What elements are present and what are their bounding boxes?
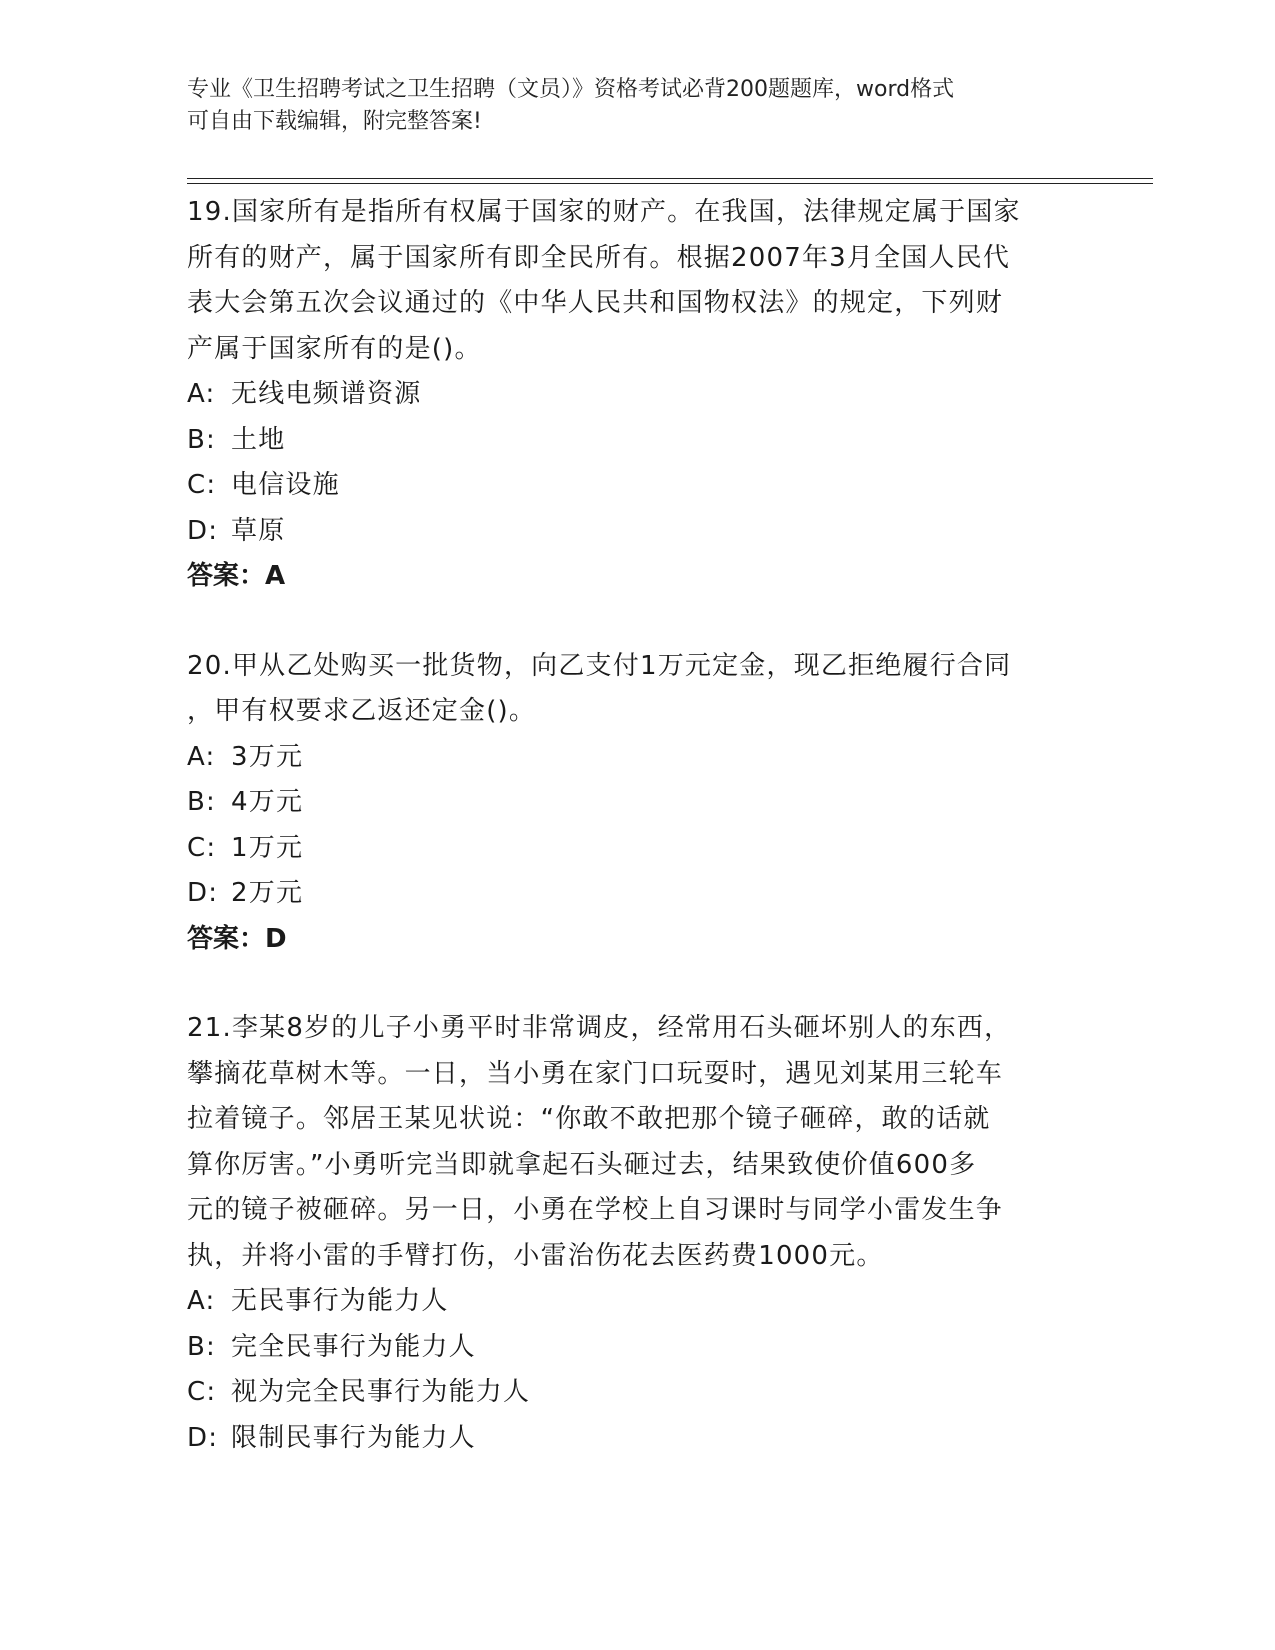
stem-line: 表大会第五次会议通过的《中华人民共和国物权法》的规定，下列财 [187,288,1004,318]
option-text: 土地 [231,424,286,455]
stem-line: 拉着镜子。邻居王某见状说：“你敢不敢把那个镜子砸碎，敢的话就 [187,1104,991,1134]
option-key: D: [187,1422,219,1453]
question-stem [187,190,1087,372]
stem-line: 算你厉害。”小勇听完当即就拿起石头砸过去，结果致使价值600多 [187,1149,977,1180]
option-b [187,418,1087,464]
option-text: 电信设施 [231,470,340,500]
option-key: C: [187,832,217,863]
option-text: 无民事行为能力人 [231,1286,449,1316]
question-19 [187,190,1087,600]
option-key: B: [187,1331,216,1362]
header-line-1: 专业《卫生招聘考试之卫生招聘（文员）》资格考试必背200题题库，word格式 [187,77,955,102]
option-text: 2万元 [231,878,304,908]
option-b [187,780,1087,826]
header-divider-top [187,178,1153,179]
option-a [187,372,1087,418]
option-b [187,1325,1087,1371]
option-c [187,463,1087,509]
option-text: 无线电频谱资源 [231,379,422,409]
stem-line: 所有的财产，属于国家所有即全民所有。根据2007年3月全国人民代 [187,242,1011,273]
header-line-2: 可自由下载编辑，附完整答案! [187,109,482,134]
option-key: C: [187,470,217,500]
option-key: C: [187,1377,217,1407]
stem-line: 21.李某8岁的儿子小勇平时非常调皮，经常用石头砸坏别人的东西， [187,1013,1012,1043]
document-header [187,74,1067,138]
stem-line: 执，并将小雷的手臂打伤，小雷治伤花去医药费1000元。 [187,1240,884,1271]
option-text: 视为完全民事行为能力人 [231,1377,531,1407]
option-key: D: [187,878,219,908]
question-stem [187,1006,1087,1279]
option-a [187,1279,1087,1325]
question-list [187,190,1087,1505]
option-key: A: [187,741,216,772]
stem-line: 19.国家所有是指所有权属于国家的财产。在我国，法律规定属于国家 [187,197,1021,227]
option-c [187,1370,1087,1416]
option-text: 草原 [231,515,286,546]
option-key: A: [187,379,216,409]
option-key: A: [187,1286,216,1316]
stem-line: 元的镜子被砸碎。另一日，小勇在学校上自习课时与同学小雷发生争 [187,1195,1004,1225]
option-text: 限制民事行为能力人 [231,1422,476,1453]
option-a [187,735,1087,781]
option-key: D: [187,515,219,546]
answer: 答案：D [187,923,287,954]
answer: 答案：A [187,561,286,591]
question-20 [187,644,1087,963]
stem-line: ，甲有权要求乙返还定金()。 [187,696,537,726]
option-key: B: [187,787,216,817]
option-text: 1万元 [231,832,304,863]
option-key: B: [187,424,216,455]
stem-line: 产属于国家所有的是()。 [187,333,482,364]
stem-line: 20.甲从乙处购买一批货物，向乙支付1万元定金，现乙拒绝履行合同 [187,650,1012,681]
option-text: 完全民事行为能力人 [231,1331,476,1362]
option-d [187,871,1087,917]
stem-line: 攀摘花草树木等。一日，当小勇在家门口玩耍时，遇见刘某用三轮车 [187,1058,1004,1089]
option-c [187,826,1087,872]
header-divider-bottom [187,183,1153,184]
option-d [187,1416,1087,1462]
option-text: 4万元 [231,787,304,817]
option-d [187,509,1087,555]
question-stem [187,644,1087,735]
option-text: 3万元 [231,741,304,772]
question-21 [187,1006,1087,1461]
